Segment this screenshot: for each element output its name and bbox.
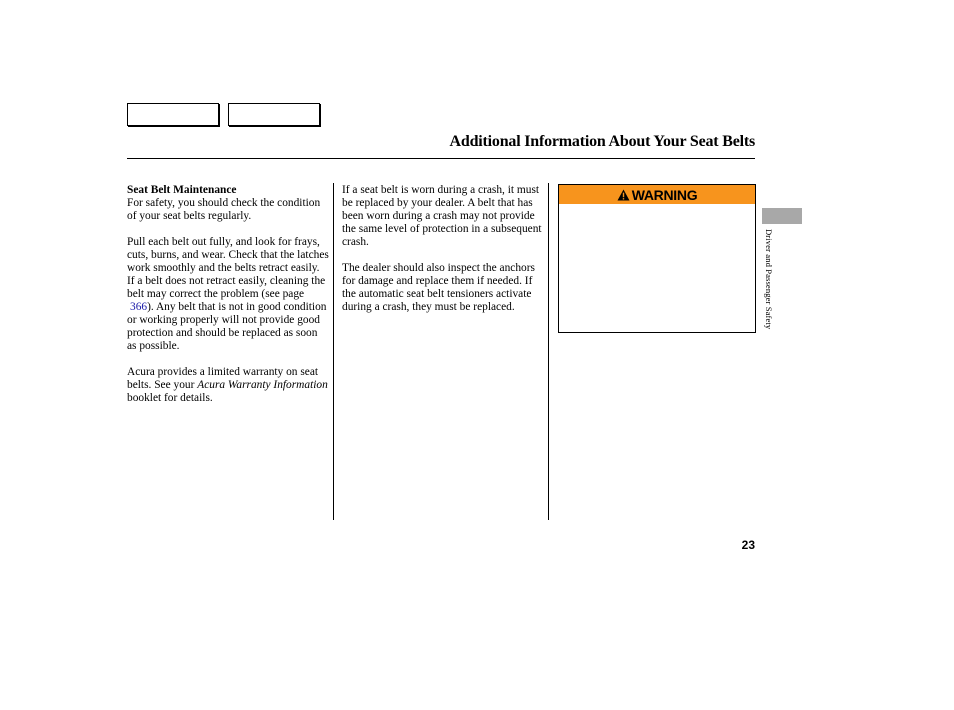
paragraph-check: For safety, you should check the condition of your seat belts regularly. (127, 197, 321, 222)
warning-box (558, 184, 756, 333)
section-side-label: Driver and Passenger Safety (764, 229, 774, 330)
column-divider-1 (333, 183, 334, 520)
section-tab[interactable] (762, 208, 802, 224)
paragraph-dealer: The dealer should also inspect the anchors for damage and replace them if needed. If the automatic seat belt tensioners activate during a crash, they must be replaced. (342, 262, 535, 313)
column-divider-2 (548, 183, 549, 520)
page-reference-link[interactable]: 366 (130, 301, 148, 313)
title-divider (127, 158, 755, 159)
paragraph-warranty-text-end: booklet for details. (127, 392, 213, 404)
paragraph-inspect-text: Pull each belt out fully, and look for frays, cuts, burns, and wear. Check that the latches work smoothly and the belts retract easily. If a belt does not retract easily, cleaning the belt may correct the problem (see page (127, 236, 329, 300)
warning-header (559, 185, 755, 204)
column-2 (342, 184, 542, 327)
main-menu-button[interactable] (127, 103, 219, 126)
warning-label: WARNING (631, 186, 698, 203)
paragraph-warranty (127, 366, 329, 405)
index-button[interactable] (228, 103, 320, 126)
warranty-booklet-title: Acura Warranty Information (197, 379, 328, 391)
section-subhead: Seat Belt Maintenance (127, 184, 237, 196)
column-1 (127, 184, 329, 418)
paragraph-replace: If a seat belt is worn during a crash, it must be replaced by your dealer. A belt that has been worn during a crash may not provide the same level of protection in a subsequent crash. (342, 184, 542, 248)
paragraph-inspect (127, 236, 329, 353)
page-title: Additional Information About Your Seat Belts (449, 133, 755, 150)
page-number: 23 (741, 538, 755, 552)
warning-triangle-icon (617, 189, 630, 201)
paragraph-inspect-text-end: ). Any belt that is not in good condition or working properly will not provide good protection and should be replaced as soon as possible. (127, 301, 327, 352)
paragraph-warranty-text: Acura provides a limited warranty on seat belts. See your (127, 366, 319, 391)
